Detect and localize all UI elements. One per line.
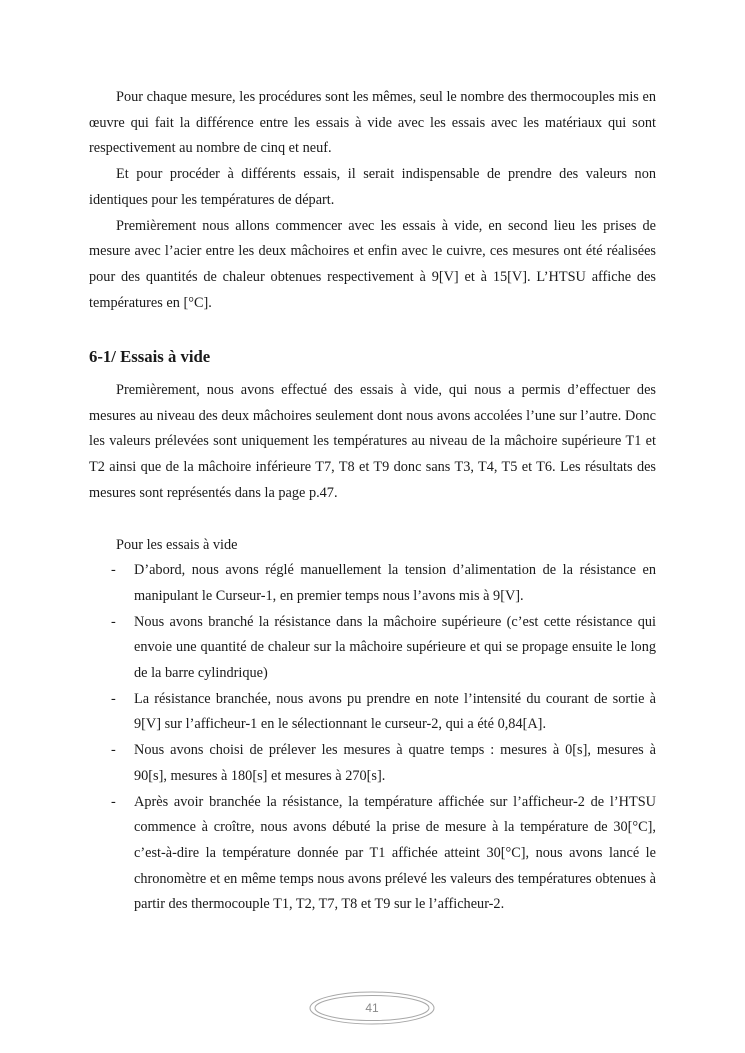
- body-paragraph-2: Et pour procéder à différents essais, il serait indispensable de prendre des valeurs non identiques pour les températures de départ.: [89, 166, 656, 208]
- list-item-text: Nous avons choisi de prélever les mesures à quatre temps : mesures à 0[s], mesures à 90[s], mesures à 180[s] et mesures à 270[s].: [134, 742, 656, 784]
- list-item-text: La résistance branchée, nous avons pu prendre en note l’intensité du courant de sortie à 9[V] sur l’afficheur-1 en le sélectionnant le curseur-2, qui a été 0,84[A].: [134, 690, 656, 733]
- list-item-text: Nous avons branché la résistance dans la mâchoire supérieure (c’est cette résistance qui envoie une quantité de chaleur sur la mâchoire supérieure et qui se propage ensuite le long de la barre cylindrique): [134, 613, 656, 682]
- list-item: [89, 610, 656, 687]
- list-item: [89, 558, 656, 609]
- body-paragraph-1: Pour chaque mesure, les procédures sont les mêmes, seul le nombre des thermocouples mis en œuvre qui fait la différence entre les essais à vide avec les essais avec les matériaux qui sont respectivement au nombre de cinq et neuf.: [89, 89, 656, 157]
- body-paragraph-3: Premièrement nous allons commencer avec les essais à vide, en second lieu les prises de mesure avec l’acier entre les deux mâchoires et enfin avec le cuivre, ces mesures ont été réalisées pour des quantités de chaleur obtenues respectivement à 9[V] et à 15[V]. L’HTSU affiche des températures en [°C].: [89, 217, 656, 311]
- dash-bullet: -: [111, 690, 116, 707]
- list-item: [89, 687, 656, 738]
- section-heading: 6-1/ Essais à vide: [89, 347, 211, 367]
- list-item-text: Après avoir branchée la résistance, la température affichée sur l’afficheur-2 de l’HTSU commence à croître, nous avons débuté la prise de mesure à la température de 30[°C], c’est-à-dire la température donnée par T1 affichée atteint 30[°C], nous avons lancé le chronomètre et en même temps nous avons prélevé les valeurs des températures obtenues à partir des thermocouple T1, T2, T7, T8 et T9 sur le l’afficheur-2.: [134, 793, 656, 913]
- procedure-list: [89, 558, 656, 918]
- dash-bullet: -: [111, 562, 116, 579]
- dash-bullet: -: [111, 793, 116, 810]
- document-page: [89, 85, 656, 918]
- list-item: [89, 790, 656, 919]
- dash-bullet: -: [111, 742, 116, 759]
- section-paragraph: Premièrement, nous avons effectué des essais à vide, qui nous a permis d’effectuer des mesures au niveau des deux mâchoires seulement dont nous avons accolées l’une sur l’autre. Donc les valeurs prélevées sont uniquement les températures au niveau de la mâchoire supérieure T1 et T2 ainsi que de la mâchoire inférieure T7, T8 et T9 donc sans T3, T4, T5 et T6. Les résultats des mesures sont représentés dans la page p.47.: [89, 382, 656, 501]
- list-intro: Pour les essais à vide: [116, 536, 238, 553]
- list-item: [89, 738, 656, 789]
- dash-bullet: -: [111, 613, 116, 630]
- list-item-text: D’abord, nous avons réglé manuellement la tension d’alimentation de la résistance en manipulant le Curseur-1, en premier temps nous l’avons mis à 9[V].: [134, 562, 656, 604]
- page-number: 41: [365, 1001, 379, 1015]
- page-footer: [309, 991, 435, 1025]
